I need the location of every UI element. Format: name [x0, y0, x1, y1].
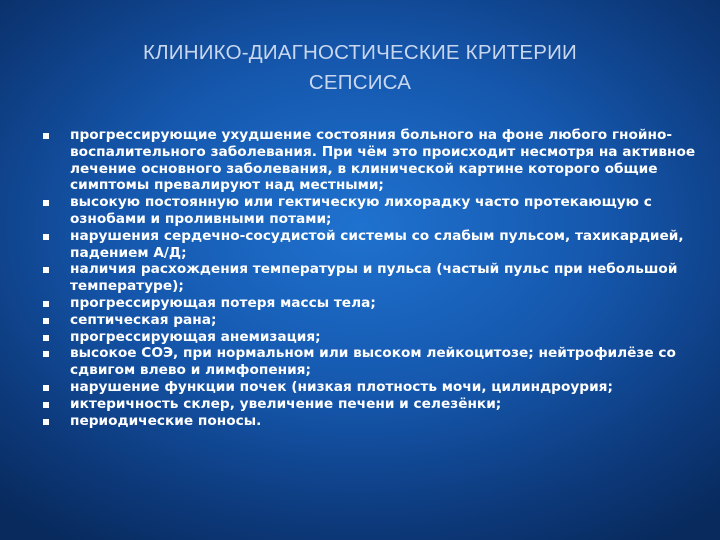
criteria-item-10	[0, 396, 720, 413]
criteria-item-6	[0, 312, 720, 329]
square-bullet-icon	[43, 318, 49, 324]
criteria-item-text: нарушение функции почек (низкая плотность мочи, цилиндроурия;	[70, 378, 613, 395]
square-bullet-icon	[43, 419, 49, 425]
criteria-list	[0, 127, 720, 429]
square-bullet-icon	[43, 402, 49, 408]
criteria-item-text: периодические поносы.	[70, 412, 262, 429]
criteria-item-5	[0, 295, 720, 312]
slide-title-line-2: СЕПСИСА	[308, 71, 412, 94]
criteria-item-4	[0, 261, 720, 295]
criteria-item-text: высокое СОЭ, при нормальном или высоком лейкоцитозе; нейтрофилёзе со сдвигом влево и лимфопения;	[70, 345, 676, 379]
criteria-item-2	[0, 194, 720, 228]
criteria-item-text: септическая рана;	[70, 311, 217, 328]
square-bullet-icon	[43, 200, 49, 206]
criteria-item-text: наличия расхождения температуры и пульса (частый пульс при небольшой температуре);	[70, 261, 678, 295]
slide-title	[60, 38, 660, 98]
criteria-item-1	[0, 127, 720, 194]
criteria-item-11	[0, 413, 720, 430]
square-bullet-icon	[43, 385, 49, 391]
square-bullet-icon	[43, 351, 49, 357]
criteria-item-text: прогрессирующие ухудшение состояния больного на фоне любого гнойно-воспалительного заболевания. При чём это происходит несмотря на активное лечение основного заболевания, в клинической картине которого общие симптомы превалируют над местными;	[70, 127, 696, 194]
criteria-item-text: высокую постоянную или гектическую лихорадку часто протекающую с ознобами и проливными потами;	[70, 194, 652, 227]
square-bullet-icon	[43, 234, 49, 240]
square-bullet-icon	[43, 301, 49, 307]
square-bullet-icon	[43, 267, 49, 273]
criteria-item-text: прогрессирующая потеря массы тела;	[70, 294, 376, 311]
criteria-item-text: прогрессирующая анемизация;	[70, 328, 321, 345]
criteria-item-text: иктеричность склер, увеличение печени и селезёнки;	[70, 395, 502, 412]
criteria-item-7	[0, 329, 720, 346]
criteria-item-8	[0, 345, 720, 379]
slide-title-line-1: КЛИНИКО-ДИАГНОСТИЧЕСКИЕ КРИТЕРИИ	[143, 41, 577, 64]
square-bullet-icon	[43, 133, 49, 139]
criteria-item-3	[0, 228, 720, 262]
criteria-item-9	[0, 379, 720, 396]
square-bullet-icon	[43, 335, 49, 341]
criteria-item-text: нарушения сердечно-сосудистой системы со слабым пульсом, тахикардией, падением А/Д;	[70, 227, 684, 261]
